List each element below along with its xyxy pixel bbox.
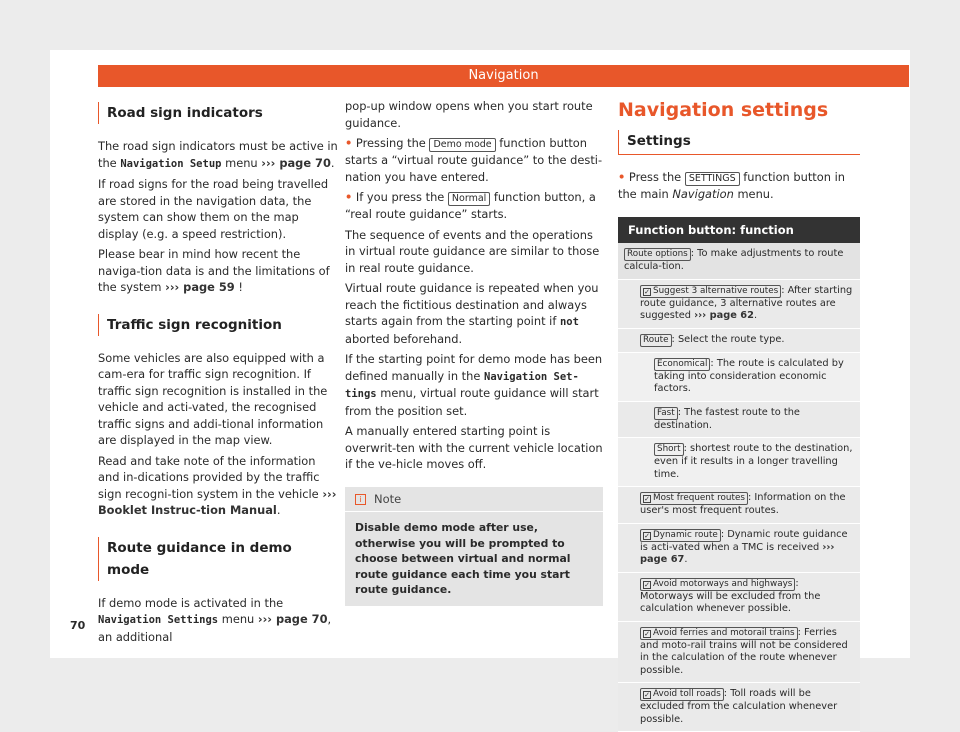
text: : The fastest route to the destination. xyxy=(654,407,800,431)
checkbox-icon: ✓ xyxy=(643,630,651,638)
chapter-header: Navigation xyxy=(98,65,909,87)
text: The road sign indicators must be active in the xyxy=(98,139,338,170)
text: Dynamic route xyxy=(653,530,718,540)
settings-button[interactable]: SETTINGS xyxy=(685,172,740,186)
text: function button in the main xyxy=(618,170,845,201)
text: Read and take note of the information and in-dications provided by the traffic sign recogni-tion system in the vehicle xyxy=(98,454,322,501)
page-reference[interactable]: ››› page 67 xyxy=(640,542,834,566)
text: If the starting point for demo mode has been defined manually in the xyxy=(345,352,602,383)
demo-mode-heading: Route guidance in demo mode xyxy=(98,537,338,581)
text: . xyxy=(277,503,281,517)
route-button[interactable]: Route xyxy=(640,334,672,347)
table-row xyxy=(618,243,860,280)
note-box xyxy=(345,487,603,606)
text: , an additional xyxy=(98,612,331,644)
paragraph xyxy=(98,246,338,296)
text: : Motorways will be excluded from the calculation whenever possible. xyxy=(640,578,820,615)
table-row xyxy=(618,280,860,329)
info-icon: i xyxy=(355,494,366,505)
paragraph: Some vehicles are also equipped with a cam-era for traffic sign recognition. If traffic sign recognition is installed in the vehicle and acti-vated, the recognised traffic signs and addi-tional information are displayed in the map view. xyxy=(98,350,338,449)
manual-reference[interactable]: ››› Booklet Instruc-tion Manual xyxy=(98,487,336,518)
text: Most frequent routes xyxy=(653,493,745,503)
fast-button[interactable]: Fast xyxy=(654,407,678,420)
text: function button, a “real route guidance” starts. xyxy=(345,190,596,221)
table-row xyxy=(618,438,860,487)
page-reference[interactable]: ››› page 70 xyxy=(261,156,331,170)
text: menu xyxy=(218,612,258,626)
bullet-icon: • xyxy=(345,190,352,204)
suggest-alternatives-button[interactable] xyxy=(640,285,781,298)
note-label: Note xyxy=(374,492,401,506)
short-button[interactable]: Short xyxy=(654,443,684,456)
text: menu xyxy=(221,156,261,170)
page-number: 70 xyxy=(70,619,85,632)
paragraph: The sequence of events and the operations in virtual route guidance are similar to those in real route guidance. xyxy=(345,227,603,277)
text: function button starts a “virtual route guidance” to the desti-nation you have entered. xyxy=(345,136,602,184)
text: If you press the xyxy=(352,190,448,204)
text: : shortest route to the destination, even if it results in a longer travelling time. xyxy=(654,443,852,480)
demo-mode-button[interactable]: Demo mode xyxy=(429,138,495,152)
text: Avoid ferries and motorail trains xyxy=(653,628,795,638)
section-title: Navigation settings xyxy=(618,98,860,122)
emphasis: not xyxy=(560,316,579,328)
page-reference[interactable]: ››› page 70 xyxy=(258,612,328,626)
dynamic-route-button[interactable] xyxy=(640,529,721,542)
text: : Information on the user's most frequent routes. xyxy=(640,492,846,516)
text: : Ferries and moto-rail trains will not be considered in the calculation of the route whenever possible. xyxy=(640,627,848,676)
paragraph xyxy=(98,595,338,646)
table-row xyxy=(618,402,860,439)
paragraph xyxy=(98,453,338,519)
text: : Select the route type. xyxy=(672,334,785,345)
text: menu, virtual route guidance will start from the position set. xyxy=(345,386,599,418)
paragraph xyxy=(98,138,338,172)
text: Suggest 3 alternative routes xyxy=(653,286,778,296)
text: : The route is calculated by taking into consideration economic factors. xyxy=(654,358,844,395)
traffic-sign-heading: Traffic sign recognition xyxy=(98,314,338,336)
note-text: Disable demo mode after use, otherwise you will be prompted to choose between virtual and normal route guidance each time you start route guidance. xyxy=(345,512,603,606)
table-row xyxy=(618,487,860,524)
paragraph: If road signs for the road being travelled are stored in the navigation data, the system can show them on the map display (e.g. a speed restriction). xyxy=(98,176,338,242)
text: If demo mode is activated in the xyxy=(98,596,283,610)
checkbox-icon: ✓ xyxy=(643,288,651,296)
manual-page xyxy=(50,50,910,658)
menu-name: Navigation xyxy=(672,187,733,201)
text: ! xyxy=(235,280,243,294)
text: . xyxy=(754,310,757,321)
paragraph xyxy=(345,351,603,419)
column-right xyxy=(618,98,860,732)
menu-name: Navigation Settings xyxy=(98,614,218,626)
menu-name: Navigation Setup xyxy=(120,158,221,170)
paragraph xyxy=(345,280,603,347)
frequent-routes-button[interactable] xyxy=(640,492,748,505)
avoid-ferries-button[interactable] xyxy=(640,627,798,640)
text: Press the xyxy=(625,170,685,184)
economical-button[interactable]: Economical xyxy=(654,358,710,371)
text: Virtual route guidance is repeated when you reach the fictitious destination and always starts again from the starting point if xyxy=(345,281,599,328)
avoid-toll-roads-button[interactable] xyxy=(640,688,724,701)
table-header: Function button: function xyxy=(618,217,860,244)
column-middle xyxy=(345,98,603,606)
checkbox-icon: ✓ xyxy=(643,495,651,503)
bullet-item xyxy=(618,169,860,203)
bullet-item xyxy=(345,135,603,185)
bullet-item xyxy=(345,189,603,223)
road-sign-heading: Road sign indicators xyxy=(98,102,338,124)
bullet-icon: • xyxy=(618,170,625,184)
paragraph: A manually entered starting point is overwrit-ten with the current vehicle location if the ve-hicle moves off. xyxy=(345,423,603,473)
text: aborted beforehand. xyxy=(345,332,462,346)
text: Please bear in mind how recent the naviga-tion data is and the limitations of the system xyxy=(98,247,330,294)
table-row xyxy=(618,683,860,732)
bullet-icon: • xyxy=(345,136,352,150)
function-table xyxy=(618,217,860,732)
text: Pressing the xyxy=(352,136,429,150)
settings-heading: Settings xyxy=(618,130,860,155)
text: menu. xyxy=(734,187,774,201)
text: : To make adjustments to route calcula-tion. xyxy=(624,248,843,272)
table-row xyxy=(618,573,860,622)
text: . xyxy=(331,156,335,170)
table-row xyxy=(618,622,860,684)
route-options-button[interactable]: Route options xyxy=(624,248,691,261)
menu-name: Navigation Set-tings xyxy=(345,371,579,401)
normal-button[interactable]: Normal xyxy=(448,192,490,206)
checkbox-icon: ✓ xyxy=(643,691,651,699)
text: : Toll roads will be excluded from the calculation whenever possible. xyxy=(640,688,837,725)
table-row xyxy=(618,353,860,402)
text: : Dynamic route guidance is acti-vated when a TMC is received xyxy=(640,529,848,553)
paragraph: pop-up window opens when you start route guidance. xyxy=(345,98,603,131)
table-row xyxy=(618,524,860,573)
page-reference[interactable]: ››› page 59 xyxy=(165,280,235,294)
avoid-motorways-button[interactable] xyxy=(640,578,795,591)
page-reference[interactable]: ››› page 62 xyxy=(694,310,754,321)
text: : After starting route guidance, 3 alternative routes are suggested xyxy=(640,285,852,322)
column-left xyxy=(98,98,338,649)
text: Avoid motorways and highways xyxy=(653,579,792,589)
checkbox-icon: ✓ xyxy=(643,581,651,589)
note-header xyxy=(345,487,603,513)
text: . xyxy=(684,554,687,565)
table-row xyxy=(618,329,860,353)
checkbox-icon: ✓ xyxy=(643,532,651,540)
text: Avoid toll roads xyxy=(653,689,721,699)
